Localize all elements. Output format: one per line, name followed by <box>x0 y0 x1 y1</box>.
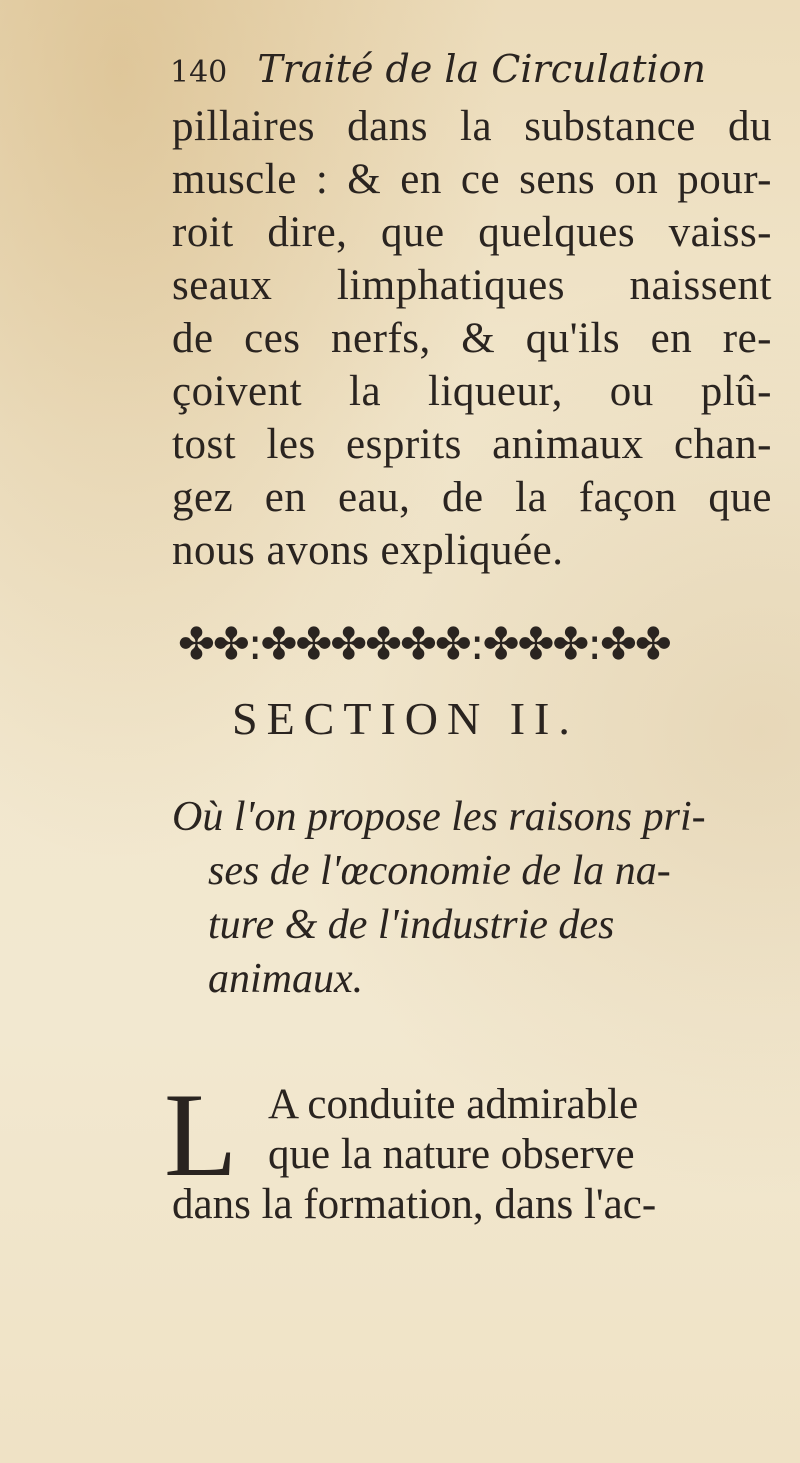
running-title: Traité de la Circulation <box>257 47 707 91</box>
text-line: gez en eau, de la façon que <box>172 474 772 521</box>
page-number: 140 <box>170 55 228 90</box>
paragraph-line: que la nature observe <box>268 1131 635 1178</box>
running-header <box>170 47 770 91</box>
text-line: pillaires dans la substance du <box>172 103 772 150</box>
paragraph-line: dans la formation, dans l'ac- <box>172 1181 657 1228</box>
text-line: nous avons expliquée. <box>172 527 564 574</box>
text-line: de ces nerfs, & qu'ils en re- <box>172 315 772 362</box>
section-subtitle <box>172 790 772 1006</box>
subtitle-line: Où l'on propose les raisons pri- <box>172 794 706 840</box>
subtitle-line: ture & de l'industrie des <box>208 902 615 948</box>
paragraph <box>172 1080 772 1230</box>
section-heading: SECTION II. <box>232 693 579 744</box>
fleuron-ornament: ✤✤:✤✤✤✤✤✤:✤✤✤:✤✤ <box>178 619 670 670</box>
text-line: çoivent la liqueur, ou plû- <box>172 368 772 415</box>
drop-cap: L <box>164 1068 238 1201</box>
text-line: muscle : & en ce sens on pour- <box>172 156 772 203</box>
text-line: roit dire, que quelques vaiss- <box>172 209 772 256</box>
subtitle-line: animaux. <box>208 956 364 1002</box>
subtitle-line: ses de l'œconomie de la na- <box>208 848 671 894</box>
body-text <box>172 100 772 577</box>
text-line: tost les esprits animaux chan- <box>172 421 772 468</box>
text-line: seaux limphatiques naissent <box>172 262 772 309</box>
paragraph-line: A conduite admirable <box>268 1081 639 1128</box>
